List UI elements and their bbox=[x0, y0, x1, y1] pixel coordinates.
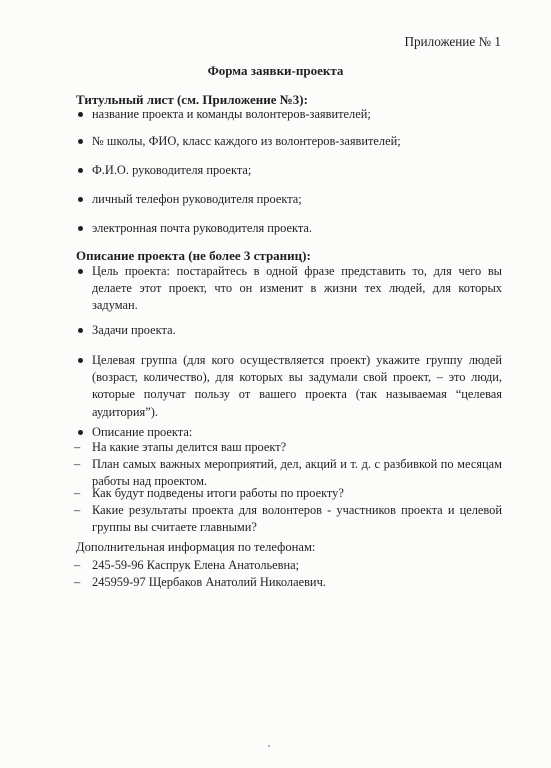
bullet-icon bbox=[78, 269, 83, 274]
dash-icon: – bbox=[74, 457, 81, 471]
list-item: № школы, ФИО, класс каждого из волонтеров-заявителей; bbox=[92, 133, 502, 150]
list-item: Цель проекта: постарайтесь в одной фразе представить то, для чего вы делаете этот проект, что он изменит в жизни тех людей, для которых задуман. bbox=[92, 263, 502, 315]
list-item: название проекта и команды волонтеров-заявителей; bbox=[92, 106, 502, 123]
dash-icon: – bbox=[74, 503, 81, 517]
list-item: Ф.И.О. руководителя проекта; bbox=[92, 162, 502, 179]
bullet-icon bbox=[78, 430, 83, 435]
bullet-icon bbox=[78, 197, 83, 202]
dash-icon: – bbox=[74, 486, 81, 500]
appendix-label: Приложение № 1 bbox=[404, 34, 501, 49]
dash-icon: – bbox=[74, 440, 81, 454]
list-item: – 245959-97 Щербаков Анатолий Николаевич. bbox=[92, 574, 502, 591]
bullet-icon bbox=[78, 139, 83, 144]
description-heading: Описание проекта (не более 3 страниц): bbox=[76, 248, 311, 263]
list-item: электронная почта руководителя проекта. bbox=[92, 220, 502, 237]
form-title: Форма заявки-проекта bbox=[207, 63, 344, 78]
list-item: – 245-59-96 Каспрук Елена Анатольевна; bbox=[92, 557, 502, 574]
list-item: – Как будут подведены итоги работы по проекту? bbox=[92, 485, 502, 502]
list-item: Задачи проекта. bbox=[92, 322, 502, 339]
list-item: – На какие этапы делится ваш проект? bbox=[92, 439, 502, 456]
list-item: Описание проекта: bbox=[92, 424, 502, 441]
list-item: – План самых важных мероприятий, дел, акций и т. д. с разбивкой по месяцам работы над проектом. bbox=[74, 457, 502, 489]
title-page-heading: Титульный лист (см. Приложение №3): bbox=[76, 92, 308, 107]
bullet-icon bbox=[78, 358, 83, 363]
bullet-icon bbox=[78, 168, 83, 173]
list-item: – Какие результаты проекта для волонтеров - участников проекта и целевой группы вы считаете главными? bbox=[74, 503, 502, 535]
paper-speck bbox=[268, 745, 270, 747]
bullet-icon bbox=[78, 112, 83, 117]
dash-icon: – bbox=[74, 558, 81, 572]
bullet-icon bbox=[78, 226, 83, 231]
list-item: Целевая группа (для кого осуществляется проект) укажите группу людей (возраст, количество), для которых вы задумали свой проект, – это люди, которые получат пользу от вашего проекта (так называемая “целевая аудитория”). bbox=[92, 352, 502, 421]
list-item: личный телефон руководителя проекта; bbox=[92, 191, 502, 208]
dash-icon: – bbox=[74, 575, 81, 589]
contacts-heading: Дополнительная информация по телефонам: bbox=[76, 540, 316, 554]
bullet-icon bbox=[78, 328, 83, 333]
